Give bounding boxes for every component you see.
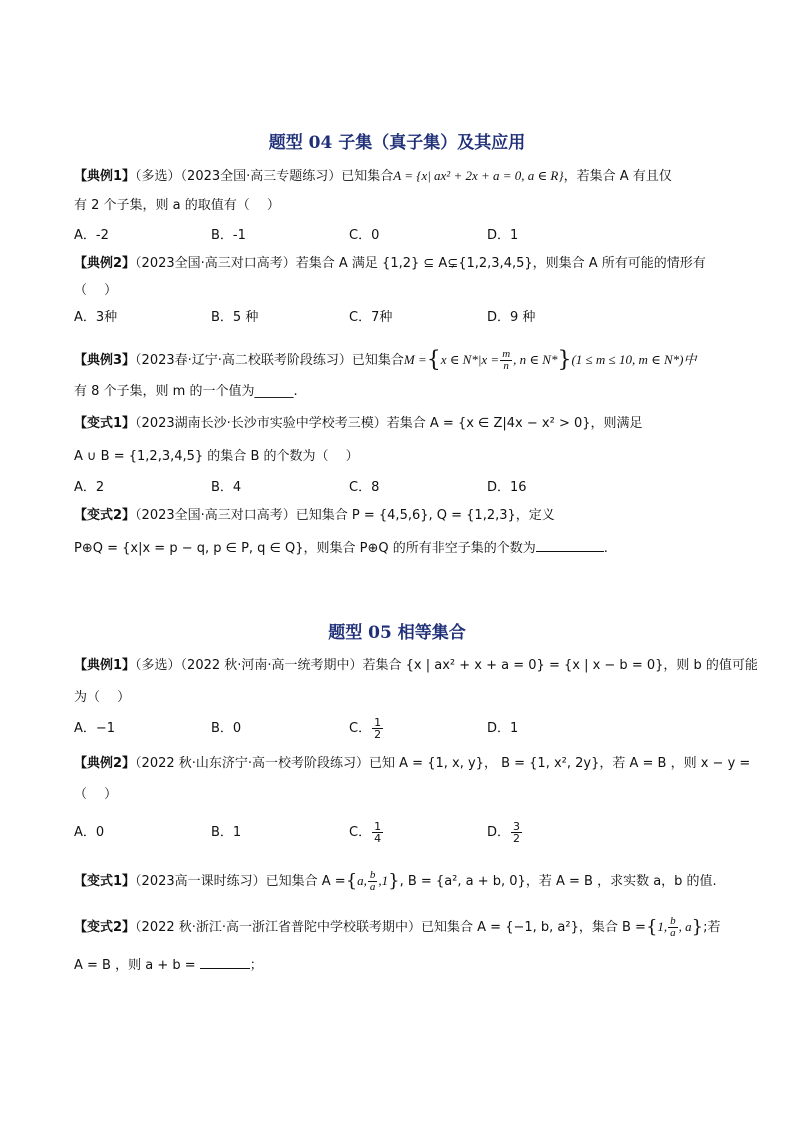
variant-text: ;若 bbox=[703, 920, 721, 935]
fraction-numerator: m bbox=[502, 348, 511, 360]
example-tag: 【典例1】 bbox=[74, 658, 136, 673]
math-expression: , a bbox=[678, 919, 692, 934]
variant-text: A = B ，则 a + b = bbox=[74, 958, 196, 973]
option-b: B．0 bbox=[211, 721, 242, 736]
example-1-line-2: 为（ ） bbox=[74, 690, 131, 705]
section-title-05: 题型 05 相等集合 bbox=[328, 623, 466, 643]
answer-blank[interactable] bbox=[536, 538, 604, 552]
fraction-denominator: 2 bbox=[374, 728, 382, 741]
variant-text: . bbox=[603, 541, 608, 556]
brace-close: } bbox=[557, 347, 572, 373]
fraction-numerator: 1 bbox=[374, 820, 382, 833]
answer-blank[interactable] bbox=[200, 955, 250, 969]
option-c: C．8 bbox=[349, 480, 380, 495]
math-expression: , n ∈ N* bbox=[513, 352, 558, 367]
fraction bbox=[511, 821, 522, 844]
option-a: A．−1 bbox=[74, 721, 116, 736]
fraction-numerator: 3 bbox=[513, 820, 521, 833]
fraction-numerator: 1 bbox=[374, 716, 382, 729]
example-text: （多选）（2023全国·高三专题练习）已知集合 bbox=[135, 169, 394, 184]
option-label: C． bbox=[349, 825, 372, 840]
section-title-04: 题型 04 子集（真子集）及其应用 bbox=[268, 133, 526, 153]
example-tag: 【典例3】 bbox=[74, 353, 136, 368]
math-expression: (1 ≤ m ≤ 10, m ∈ N*)中 bbox=[571, 352, 697, 367]
variant-text: （2023全国·高三对口高考）已知集合 P = {4,5,6}, Q = {1,2,3}，定义 bbox=[135, 508, 555, 523]
option-b: B．5 种 bbox=[211, 310, 259, 325]
option-a: A．3种 bbox=[74, 310, 118, 325]
math-expression: M = bbox=[403, 352, 427, 367]
variant-tag: 【变式1】 bbox=[74, 416, 136, 431]
option-c bbox=[349, 713, 384, 745]
brace-open: { bbox=[645, 916, 658, 938]
math-expression: a, bbox=[357, 873, 367, 888]
variant-text: , B = {a², a + b, 0}，若 A = B ，求实数 a，b 的值. bbox=[399, 874, 717, 889]
example-1-line-1 bbox=[74, 656, 758, 676]
option-a: A．0 bbox=[74, 825, 105, 840]
option-b: B．1 bbox=[211, 825, 242, 840]
fraction-numerator: b bbox=[670, 915, 676, 927]
example-text: （2022 秋·山东济宁·高一校考阶段练习）已知 A = {1, x, y}， B = {1, x², 2y}，若 A = B ，则 x − y = bbox=[135, 756, 751, 771]
example-1-line-1 bbox=[74, 166, 672, 187]
example-tag: 【典例2】 bbox=[74, 756, 136, 771]
variant-1-line-2: A ∪ B = {1,2,3,4,5} 的集合 B 的个数为（ ） bbox=[74, 449, 359, 464]
variant-text: （2022 秋·浙江·高一浙江省普陀中学校联考期中）已知集合 A = {−1, b, a²}，集合 B = bbox=[135, 920, 646, 935]
example-1-line-2: 有 2 个子集，则 a 的取值有（ ） bbox=[74, 198, 280, 213]
fraction-denominator: a bbox=[670, 927, 676, 939]
variant-2-line-2 bbox=[74, 955, 263, 976]
fraction-numerator: b bbox=[369, 869, 376, 881]
brace-open: { bbox=[426, 347, 441, 373]
math-expression: x ∈ N*|x = bbox=[440, 352, 500, 367]
fraction-denominator: n bbox=[503, 360, 509, 372]
variant-1-line bbox=[74, 866, 717, 897]
option-a: A．2 bbox=[74, 480, 105, 495]
example-text: （2023春·辽宁·高二校联考阶段练习）已知集合 bbox=[135, 353, 404, 368]
example-text: ，若集合 A 有且仅 bbox=[563, 169, 672, 184]
option-label: D． bbox=[487, 825, 511, 840]
variant-tag: 【变式1】 bbox=[74, 874, 136, 889]
variant-text: ； bbox=[249, 958, 263, 973]
option-d: D．1 bbox=[487, 721, 519, 736]
option-a: A．-2 bbox=[74, 228, 109, 243]
variant-text: （2023高一课时练习）已知集合 A = bbox=[135, 874, 346, 889]
variant-tag: 【变式2】 bbox=[74, 920, 136, 935]
fraction bbox=[372, 821, 383, 844]
variant-text: P⊕Q = {x|x = p − q, p ∈ P, q ∈ Q}，则集合 P⊕Q 的所有非空子集的个数为 bbox=[74, 541, 536, 556]
variant-2-line-2 bbox=[74, 538, 608, 559]
math-expression: ,1 bbox=[378, 873, 389, 888]
fraction bbox=[372, 717, 383, 740]
math-expression: A = {x| ax² + 2x + a = 0, a ∈ R} bbox=[393, 168, 564, 183]
fraction-denominator: 2 bbox=[513, 832, 521, 845]
variant-text: （2023湖南长沙·长沙市实验中学校考三模）若集合 A = {x ∈ Z|4x − x² > 0}，则满足 bbox=[135, 416, 643, 431]
example-2-line-2: （ ） bbox=[74, 283, 118, 298]
option-c: C．7种 bbox=[349, 310, 393, 325]
brace-close: } bbox=[691, 916, 704, 938]
variant-2-line-1 bbox=[74, 506, 555, 526]
example-3-line-2: 有 8 个子集，则 m 的一个值为______. bbox=[74, 384, 298, 399]
example-2-line-2: （ ） bbox=[74, 787, 118, 802]
example-3-line-1 bbox=[74, 343, 696, 378]
brace-open: { bbox=[345, 870, 358, 892]
example-text: （2023全国·高三对口高考）若集合 A 满足 {1,2} ⊆ A⊊{1,2,3,4,5}，则集合 A 所有可能的情形有 bbox=[135, 256, 706, 271]
example-tag: 【典例1】 bbox=[74, 169, 136, 184]
fraction bbox=[368, 870, 378, 893]
fraction-denominator: a bbox=[369, 881, 376, 893]
option-d: D．16 bbox=[487, 480, 527, 495]
example-2-line-1 bbox=[74, 254, 706, 274]
option-d: D．1 bbox=[487, 228, 519, 243]
fraction bbox=[500, 349, 512, 372]
variant-tag: 【变式2】 bbox=[74, 508, 136, 523]
brace-close: } bbox=[388, 870, 400, 892]
option-c bbox=[349, 817, 384, 849]
option-b: B．4 bbox=[211, 480, 242, 495]
example-2-line-1 bbox=[74, 754, 750, 774]
variant-1-line-1 bbox=[74, 414, 643, 434]
option-b: B．-1 bbox=[211, 228, 246, 243]
option-d bbox=[487, 817, 523, 849]
math-expression: 1, bbox=[657, 919, 668, 934]
fraction-denominator: 4 bbox=[374, 832, 382, 845]
option-c: C．0 bbox=[349, 228, 380, 243]
example-tag: 【典例2】 bbox=[74, 256, 136, 271]
fraction bbox=[668, 916, 678, 939]
option-label: C． bbox=[349, 721, 372, 736]
option-d: D．9 种 bbox=[487, 310, 536, 325]
variant-2-line-1 bbox=[74, 912, 721, 943]
example-text: （多选）（2022 秋·河南·高一统考期中）若集合 {x | ax² + x + a = 0} = {x | x − b = 0}，则 b 的值可能 bbox=[135, 658, 758, 673]
